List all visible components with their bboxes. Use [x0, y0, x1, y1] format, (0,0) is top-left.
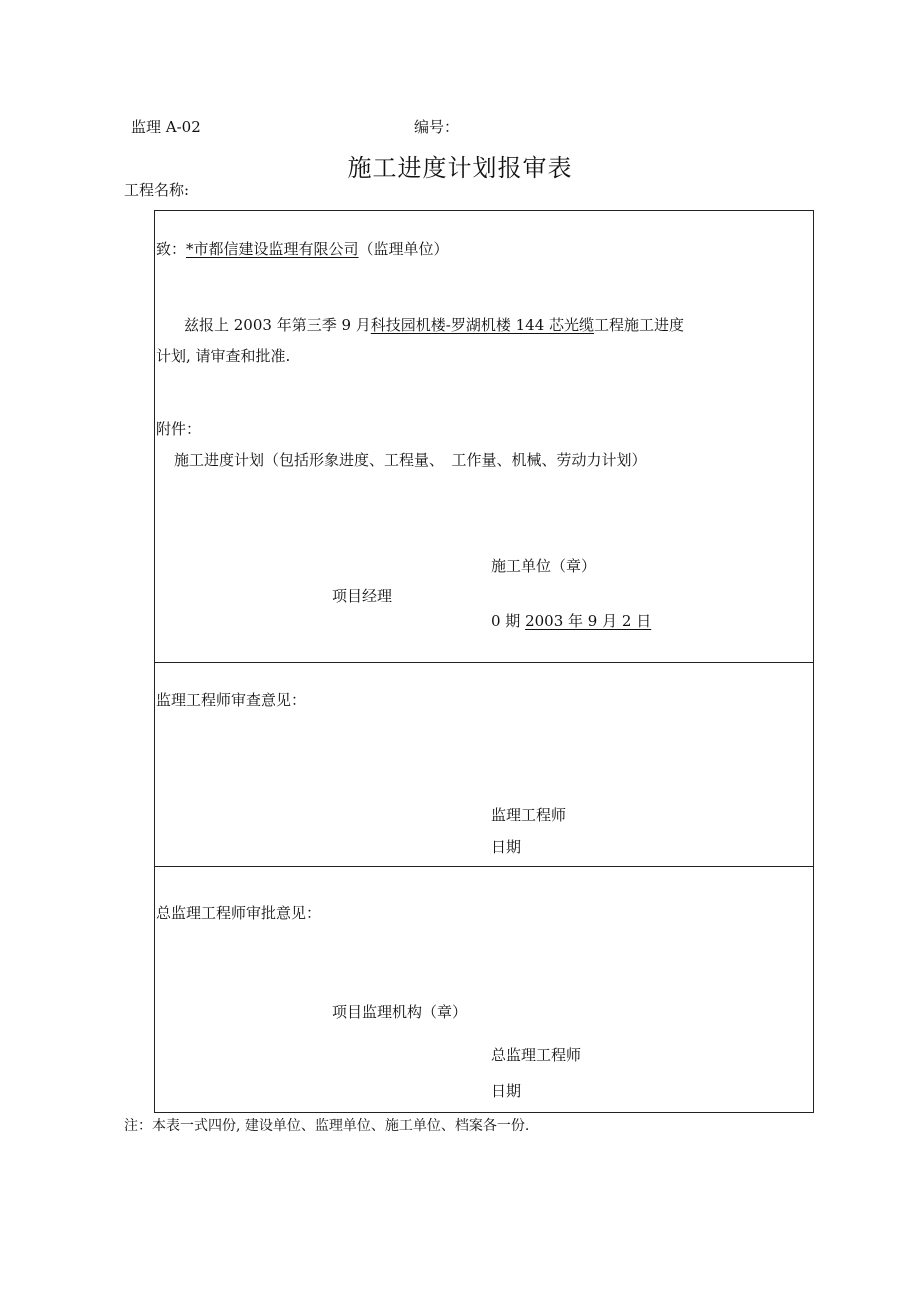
supervision-org-seal: 项目监理机构（章）	[332, 1003, 468, 1021]
serial-number-label: 编号：	[414, 118, 460, 136]
project-manager-label: 项目经理	[332, 587, 393, 605]
form-id: 监理 A-02	[131, 118, 201, 136]
date-value: 2003 年 9 月 2 日	[525, 612, 652, 630]
attachment-label: 附件：	[156, 420, 202, 438]
project-name-label: 工程名称:	[124, 181, 190, 199]
section-divider	[154, 662, 814, 663]
submission-date	[491, 610, 651, 631]
addressee-prefix: 致：	[156, 240, 187, 258]
submission-body-suffix: 工程施工进度	[594, 316, 685, 334]
page-title: 施工进度计划报审表	[347, 154, 573, 182]
chief-approval-label: 总监理工程师审批意见：	[156, 904, 322, 922]
project-title: 科技园机楼-罗湖机楼 144 芯光缆	[370, 316, 595, 334]
chief-engineer-label: 总监理工程师	[491, 1046, 582, 1064]
addressee-org: *市都信建设监理有限公司	[186, 240, 359, 258]
submission-body-line2: 计划, 请审查和批准.	[156, 347, 291, 365]
contractor-seal: 施工单位（章）	[491, 557, 597, 575]
footnote: 注：本表一式四份, 建设单位、监理单位、施工单位、档案各一份.	[124, 1118, 530, 1134]
submission-body	[184, 314, 684, 335]
date-prefix: 0 期	[491, 612, 526, 630]
section-divider	[154, 866, 814, 867]
submission-body-prefix: 兹报上 2003 年第三季 9 月	[184, 316, 371, 334]
engineer-signature-label: 监理工程师	[491, 806, 567, 824]
engineer-review-label: 监理工程师审查意见：	[156, 691, 307, 709]
engineer-date-label: 日期	[491, 838, 522, 856]
addressee-line	[156, 238, 449, 259]
addressee-suffix: （监理单位）	[358, 240, 449, 258]
attachment-text: 施工进度计划（包括形象进度、工程量、 工作量、机械、劳动力计划）	[174, 451, 647, 469]
chief-date-label: 日期	[491, 1082, 522, 1100]
